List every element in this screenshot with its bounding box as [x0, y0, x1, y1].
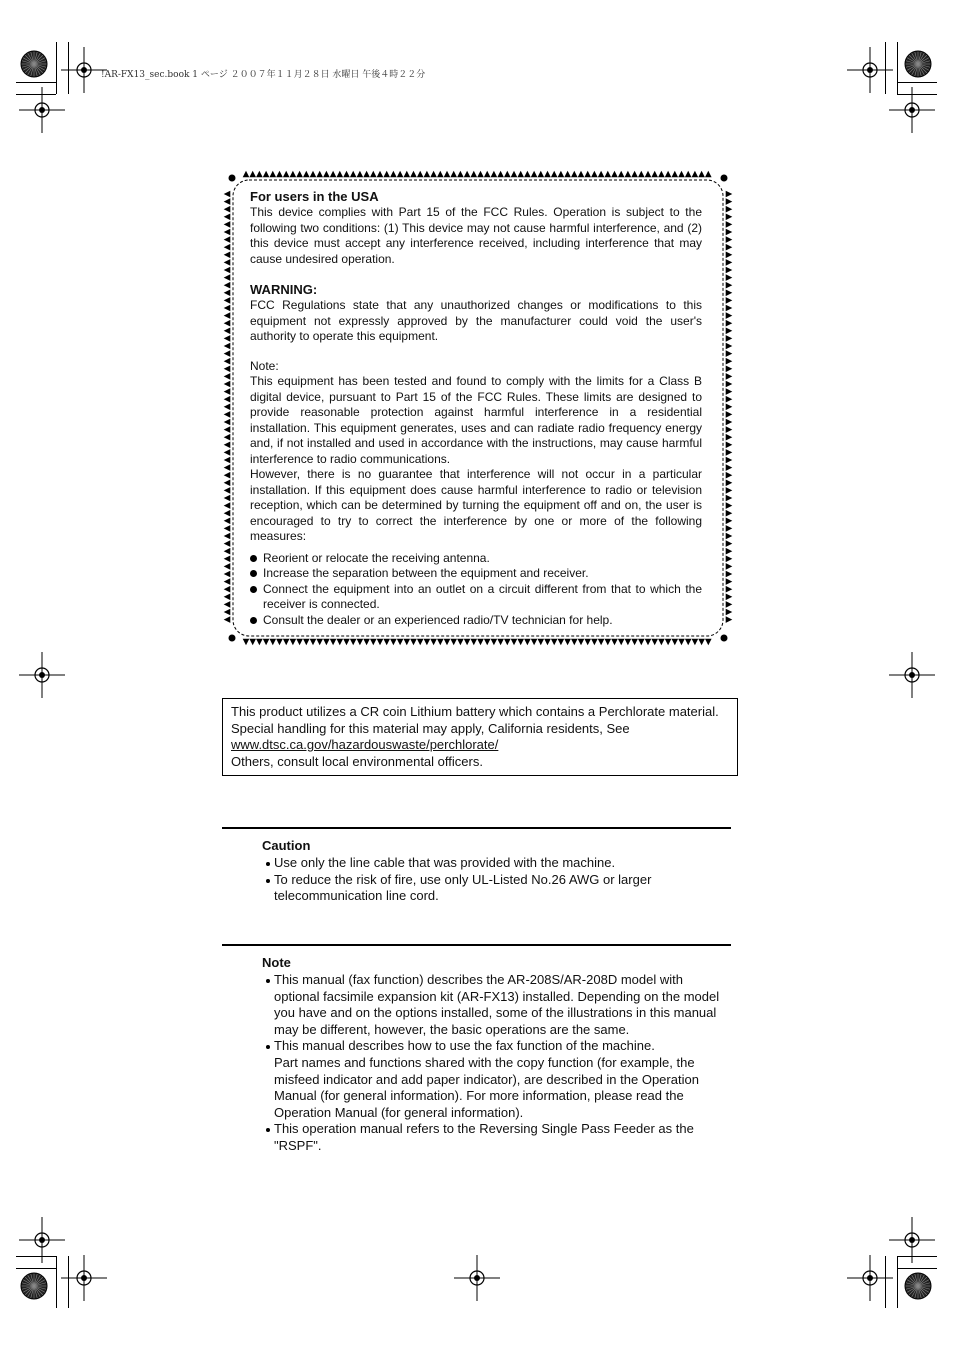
note-item-text: This manual describes how to use the fax function of the machine. — [274, 1038, 655, 1054]
trim-line — [897, 42, 898, 94]
color-target-icon — [20, 1272, 48, 1300]
list-item: This manual (fax function) describes the AR-208S/AR-208D model with optional facsimile expansion kit (AR-FX13) installed. Depending on the model you have and on the options installed, some of the illustrations in this manual may be different, however, the basic operations are the same. — [262, 972, 732, 1038]
registration-mark-icon — [19, 652, 65, 698]
trim-line — [897, 1256, 898, 1308]
color-target-icon — [904, 50, 932, 78]
note-title: Note — [262, 955, 291, 970]
caution-title: Caution — [262, 838, 311, 853]
fcc-intro: This device complies with Part 15 of the FCC Rules. Operation is subject to the following two conditions: (1) This device may not cause harmful interference, and (2) this device must accept any interference received, including interference that may cause undesired operation. — [250, 205, 702, 266]
trim-line — [885, 42, 886, 94]
registration-mark-icon — [889, 652, 935, 698]
registration-mark-icon — [847, 1255, 893, 1301]
battery-text-others: Others, consult local environmental officers. — [231, 753, 483, 769]
registration-mark-icon — [454, 1255, 500, 1301]
caution-list — [262, 855, 732, 905]
fcc-notice-content — [250, 188, 702, 628]
note-divider — [222, 944, 731, 946]
trim-line — [68, 1256, 69, 1308]
fcc-measures-list — [250, 551, 702, 629]
caution-section — [262, 837, 732, 905]
fcc-note-para1: This equipment has been tested and found to comply with the limits for a Class B digital device, pursuant to Part 15 of the FCC Rules. These limits are designed to provide reasonable protection against harmful interference in a residential installation. This equipment generates, uses and can radiate radio frequency energy and, if not installed and used in accordance with the instructions, may cause harmful interference to radio communications. — [250, 374, 702, 466]
fcc-note-para2: However, there is no guarantee that interference will not occur in a particular installation. If this equipment does cause harmful interference to radio or television reception, which can be determined by turning the equipment off and on, the user is encouraged to try to correct the interference by one or more of the following measures: — [250, 467, 702, 543]
trim-line — [16, 1268, 56, 1269]
trim-line — [56, 42, 57, 94]
list-item: To reduce the risk of fire, use only UL-Listed No.26 AWG or larger telecommunication line cord. — [262, 872, 732, 905]
trim-line — [885, 1256, 886, 1308]
list-item: Reorient or relocate the receiving antenna. — [250, 551, 702, 567]
trim-line — [16, 82, 56, 83]
trim-line — [897, 94, 937, 95]
fcc-title: For users in the USA — [250, 189, 379, 204]
caution-divider — [222, 827, 731, 829]
fcc-warning-text: FCC Regulations state that any unauthorized changes or modifications to this equipment not expressly approved by the manufacturer could void the user's authority to operate this equipment. — [250, 298, 702, 343]
list-item: This operation manual refers to the Reversing Single Pass Feeder as the "RSPF". — [262, 1121, 732, 1154]
fcc-note-label: Note: — [250, 358, 279, 373]
note-list — [262, 972, 732, 1155]
print-header-line: !AR-FX13_sec.book 1 ページ ２００７年１１月２８日 水曜日 午後４時２２分 — [101, 70, 426, 80]
list-item: Increase the separation between the equipment and receiver. — [250, 566, 702, 582]
registration-mark-icon — [847, 47, 893, 93]
list-item: Connect the equipment into an outlet on a circuit different from that to which the receiver is connected. — [250, 582, 702, 613]
note-section — [262, 954, 732, 1155]
trim-line — [16, 94, 56, 95]
trim-line — [68, 42, 69, 94]
note-item-continued: Part names and functions shared with the copy function (for example, the misfeed indicator and add paper indicator), are described in the Operation Manual (for general information). For more information, please read the Operation Manual (for general information). — [274, 1054, 699, 1120]
fcc-notice-box — [222, 168, 734, 648]
color-target-icon — [904, 1272, 932, 1300]
color-target-icon — [20, 50, 48, 78]
battery-text: This product utilizes a CR coin Lithium battery which contains a Perchlorate material. Special handling for this material may apply, California residents, See — [231, 704, 719, 736]
trim-line — [56, 1256, 57, 1308]
list-item: Use only the line cable that was provided with the machine. — [262, 855, 732, 872]
list-item: Consult the dealer or an experienced radio/TV technician for help. — [250, 613, 702, 629]
trim-line — [16, 1256, 56, 1257]
list-item — [262, 1038, 732, 1121]
fcc-warning-title: WARNING: — [250, 282, 318, 297]
trim-line — [897, 82, 937, 83]
trim-line — [897, 1256, 937, 1257]
trim-line — [897, 1268, 937, 1269]
perchlorate-link[interactable]: www.dtsc.ca.gov/hazardouswaste/perchlorate/ — [231, 737, 499, 752]
battery-notice-box — [222, 698, 738, 776]
